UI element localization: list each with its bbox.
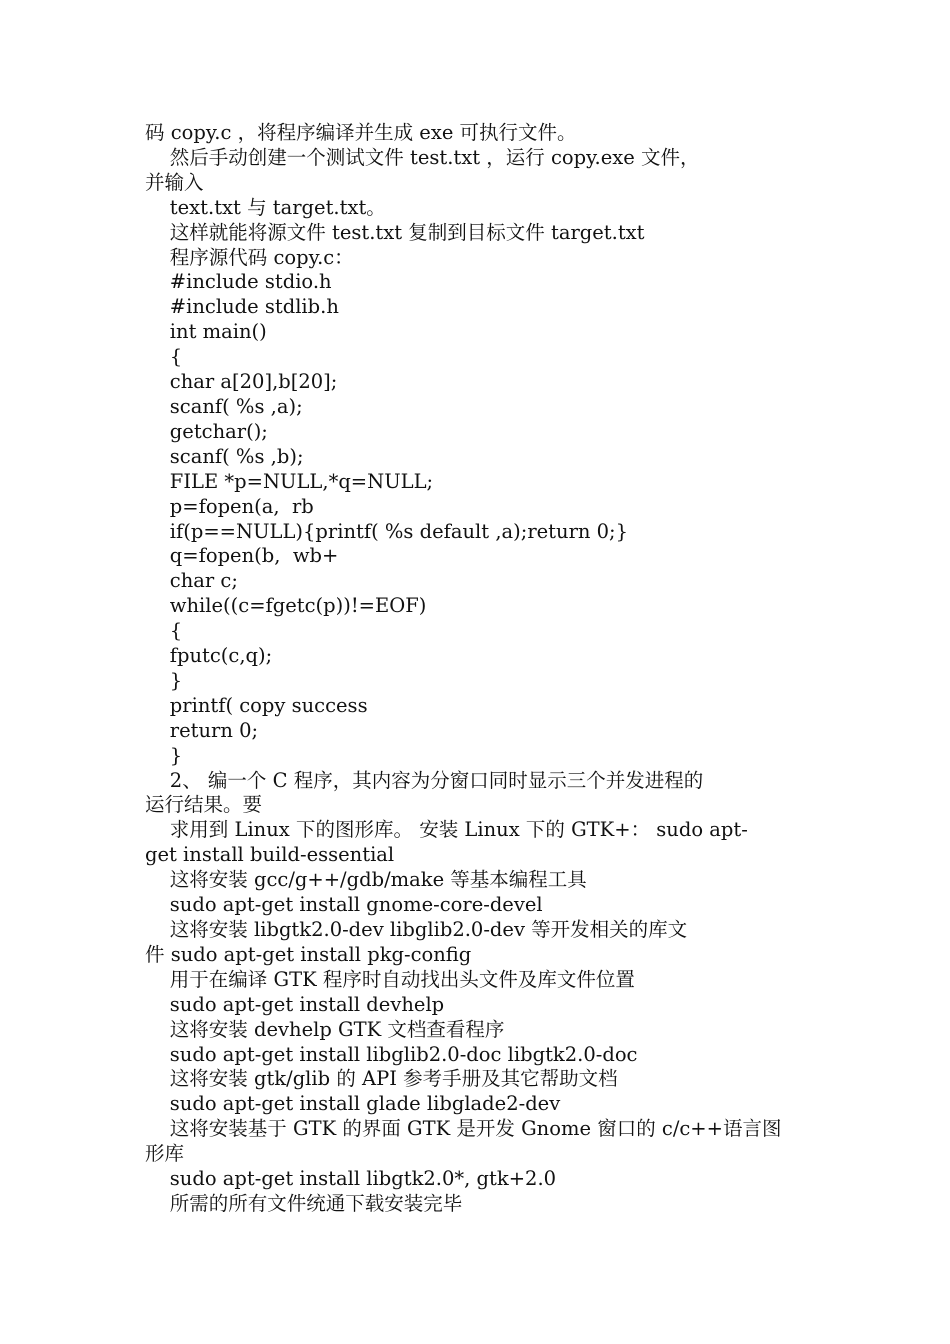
text-line: sudo apt-get install devhelp bbox=[145, 992, 445, 1016]
text-line: 并输入 bbox=[145, 170, 204, 194]
text-line: 形库 bbox=[145, 1142, 185, 1166]
text-line: 程序源代码 copy.c： bbox=[145, 245, 354, 269]
text-line: 这将安装基于 GTK 的界面 GTK 是开发 Gnome 窗口的 c/c++语言图 bbox=[145, 1117, 782, 1141]
text-line: sudo apt-get install gnome-core-devel bbox=[145, 893, 543, 917]
text-line: 然后手动创建一个测试文件 test.txt ，运行 copy.exe 文件， bbox=[145, 145, 700, 169]
text-line: 这样就能将源文件 test.txt 复制到目标文件 target.txt bbox=[145, 220, 645, 244]
text-line: { bbox=[145, 619, 183, 643]
text-line: 所需的所有文件统通下载安装完毕 bbox=[145, 1191, 463, 1215]
text-line: return 0; bbox=[145, 718, 259, 742]
text-line: fputc(c,q); bbox=[145, 644, 273, 668]
text-line: scanf( %s ,a); bbox=[145, 394, 303, 418]
text-line: get install build-essential bbox=[145, 843, 395, 867]
text-line: while((c=fgetc(p))!=EOF) bbox=[145, 594, 427, 618]
text-line: sudo apt-get install libgtk2.0*, gtk+2.0 bbox=[145, 1167, 557, 1191]
text-line: int main() bbox=[145, 320, 267, 344]
text-line: 用于在编译 GTK 程序时自动找出头文件及库文件位置 bbox=[145, 967, 635, 991]
text-line: scanf( %s ,b); bbox=[145, 444, 304, 468]
text-line: sudo apt-get install libglib2.0-doc libgtk2.0-doc bbox=[145, 1042, 638, 1066]
text-line: 这将安装 libgtk2.0-dev libglib2.0-dev 等开发相关的库文 bbox=[145, 918, 688, 941]
text-line: { bbox=[145, 345, 183, 369]
text-line: 件 sudo apt-get install pkg-config bbox=[145, 942, 472, 966]
text-line: 码 copy.c ，将程序编译并生成 exe 可执行文件。 bbox=[145, 121, 577, 144]
text-line: 求用到 Linux 下的图形库。 安装 Linux 下的 GTK+： sudo apt- bbox=[145, 818, 748, 842]
text-line: #include stdio.h bbox=[145, 270, 332, 294]
text-line: #include stdlib.h bbox=[145, 295, 339, 319]
text-line: char c; bbox=[145, 569, 238, 593]
text-line: printf( copy success bbox=[145, 693, 368, 717]
text-line: 这将安装 gcc/g++/gdb/make 等基本编程工具 bbox=[145, 868, 587, 892]
text-line: getchar(); bbox=[145, 419, 268, 443]
text-line: if(p==NULL){printf( %s default ,a);return 0;} bbox=[145, 519, 629, 543]
text-line: text.txt 与 target.txt。 bbox=[145, 195, 386, 219]
text-line: sudo apt-get install glade libglade2-dev bbox=[145, 1092, 561, 1116]
text-line: FILE *p=NULL,*q=NULL; bbox=[145, 469, 434, 493]
document-body bbox=[145, 121, 810, 1217]
text-line: } bbox=[145, 743, 183, 767]
text-line: 这将安装 gtk/glib 的 API 参考手册及其它帮助文档 bbox=[145, 1067, 618, 1091]
text-line: } bbox=[145, 668, 183, 692]
text-line: q=fopen(b, wb+ bbox=[145, 544, 339, 568]
text-line: char a[20],b[20]; bbox=[145, 370, 338, 394]
text-line: 2、 编一个 C 程序，其内容为分窗口同时显示三个并发进程的 bbox=[145, 768, 704, 792]
text-line: 运行结果。要 bbox=[145, 793, 263, 817]
text-line: p=fopen(a, rb bbox=[145, 494, 314, 518]
text-line: 这将安装 devhelp GTK 文档查看程序 bbox=[145, 1017, 505, 1041]
